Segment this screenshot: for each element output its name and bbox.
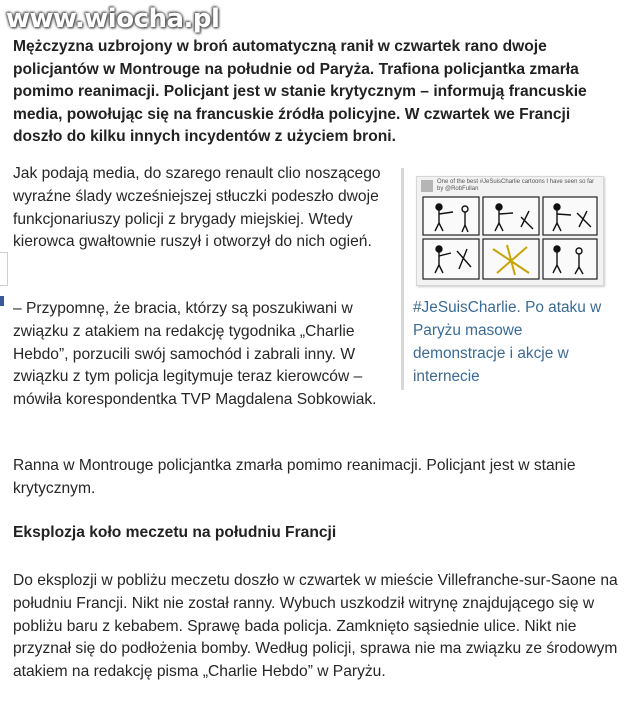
share-widget-box[interactable] <box>0 252 8 286</box>
related-article-link[interactable]: #JeSuisCharlie. Po ataku w Paryżu masowe demonstracje i akcje w internecie <box>413 299 602 385</box>
tweet-text: One of the best #JeSuisCharlie cartoons I have seen so far by @RobFullan <box>437 179 595 192</box>
cartoon-illustration <box>417 177 603 285</box>
article-paragraph: Ranna w Montrouge policjantka zmarła pomimo reanimacji. Policjant jest w stanie krytycznym. <box>13 457 576 497</box>
article-paragraph-quote: – Przypomnę, że bracia, którzy są poszukiwani w związku z atakiem na redakcję tygodnika „Charlie Hebdo”, porzucili swój samochód i zabrali inny. W związku z tym policja legitymuje teraz kierowców – mówiła korespondentka TVP Magdalena Sobkowiak. <box>13 300 377 409</box>
article-lead: Mężczyzna uzbrojony w broń automatyczną ranił w czwartek rano dwoje policjantów w Montrouge na południe od Paryża. Trafiona policjantka zmarła pomimo reanimacji. Policjant jest w stanie krytycznym – informują francuskie media, powołując się na francuskie źródła policyjne. W czwartek we Francji doszło do kilku innych incydentów z użyciem broni. <box>13 38 587 146</box>
watermark-logo: www.wiocha.pl <box>6 4 220 34</box>
article-paragraph: Jak podają media, do szarego renault clio noszącego wyraźne ślady wcześniejszej stłuczki podeszło dwoje funkcjonariuszy policji z brygady miejskiej. Wtedy kierowca gwałtownie ruszył i otworzył do nich ogień. <box>13 165 381 251</box>
related-article-card[interactable] <box>401 168 624 390</box>
article-paragraph: Do eksplozji w pobliżu meczetu doszło w czwartek w mieście Villefranche-sur-Saone na południu Francji. Nikt nie został ranny. Wybuch uszkodził witrynę znajdującego się w pobliżu baru z kebabem. Sprawę bada policja. Zamknięto sąsiednie ulice. Nikt nie przyznał się do podłożenia bomby. Według policji, sprawa nie ma związku ze środowym atakiem na redakcję pisma „Charlie Hebdo” w Paryżu. <box>13 572 618 681</box>
facebook-share-icon[interactable] <box>0 296 4 306</box>
tweet-image[interactable] <box>416 176 604 286</box>
section-heading: Eksplozja koło meczetu na południu Francji <box>13 524 337 541</box>
